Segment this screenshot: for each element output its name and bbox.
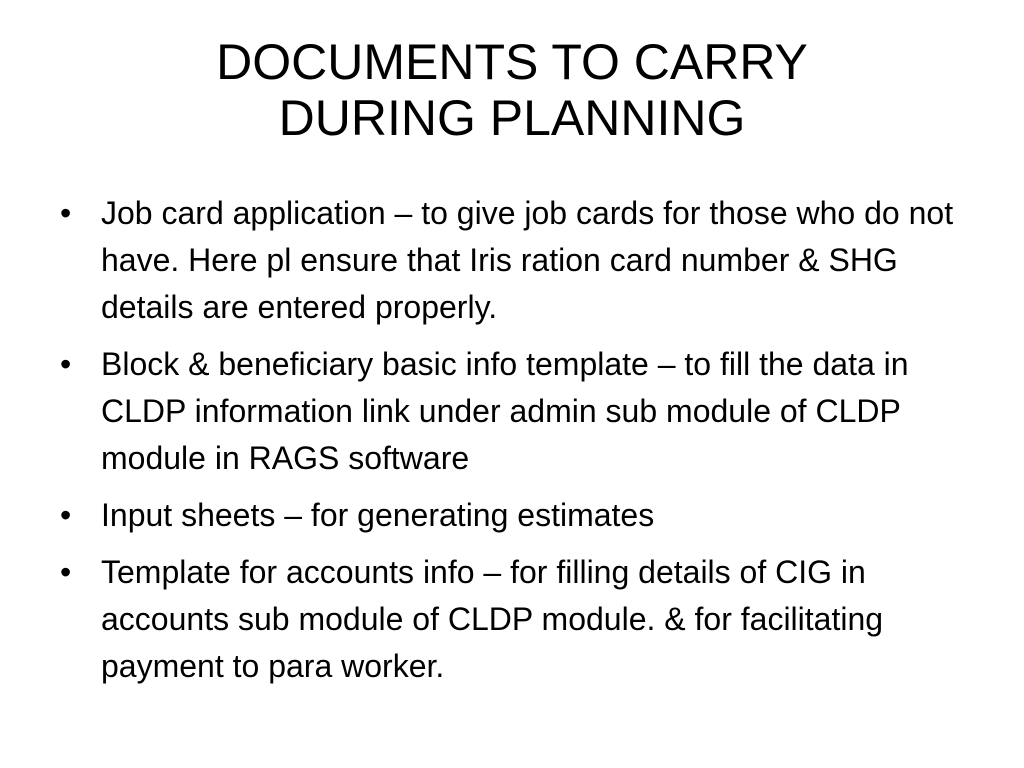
bullet-dot-icon: • — [60, 554, 72, 590]
slide-title-line-1: DOCUMENTS TO CARRY — [216, 34, 808, 90]
bullet-dot-icon: • — [60, 195, 72, 231]
slide-title — [0, 34, 1024, 146]
bullet-item-block-template — [56, 341, 976, 482]
bullet-text: Template for accounts info – for filling details of CIG in accounts sub module of CLDP module. & for facilitating payment to para worker. — [101, 554, 884, 684]
bullet-dot-icon: • — [60, 346, 72, 382]
bullet-item-job-card — [56, 190, 976, 331]
bullet-dot-icon: • — [60, 497, 72, 533]
bullet-item-accounts-template — [56, 549, 976, 690]
slide-title-line-2: DURING PLANNING — [278, 90, 746, 146]
bullet-text: Job card application – to give job cards for those who do not have. Here pl ensure that Iris ration card number & SHG details are entered properly. — [101, 195, 954, 325]
bullet-item-input-sheets — [56, 492, 976, 539]
bullet-text: Input sheets – for generating estimates — [101, 497, 655, 533]
bullet-list — [56, 190, 976, 700]
bullet-text: Block & beneficiary basic info template – to fill the data in CLDP information link under admin sub module of CLDP module in RAGS software — [101, 346, 909, 476]
